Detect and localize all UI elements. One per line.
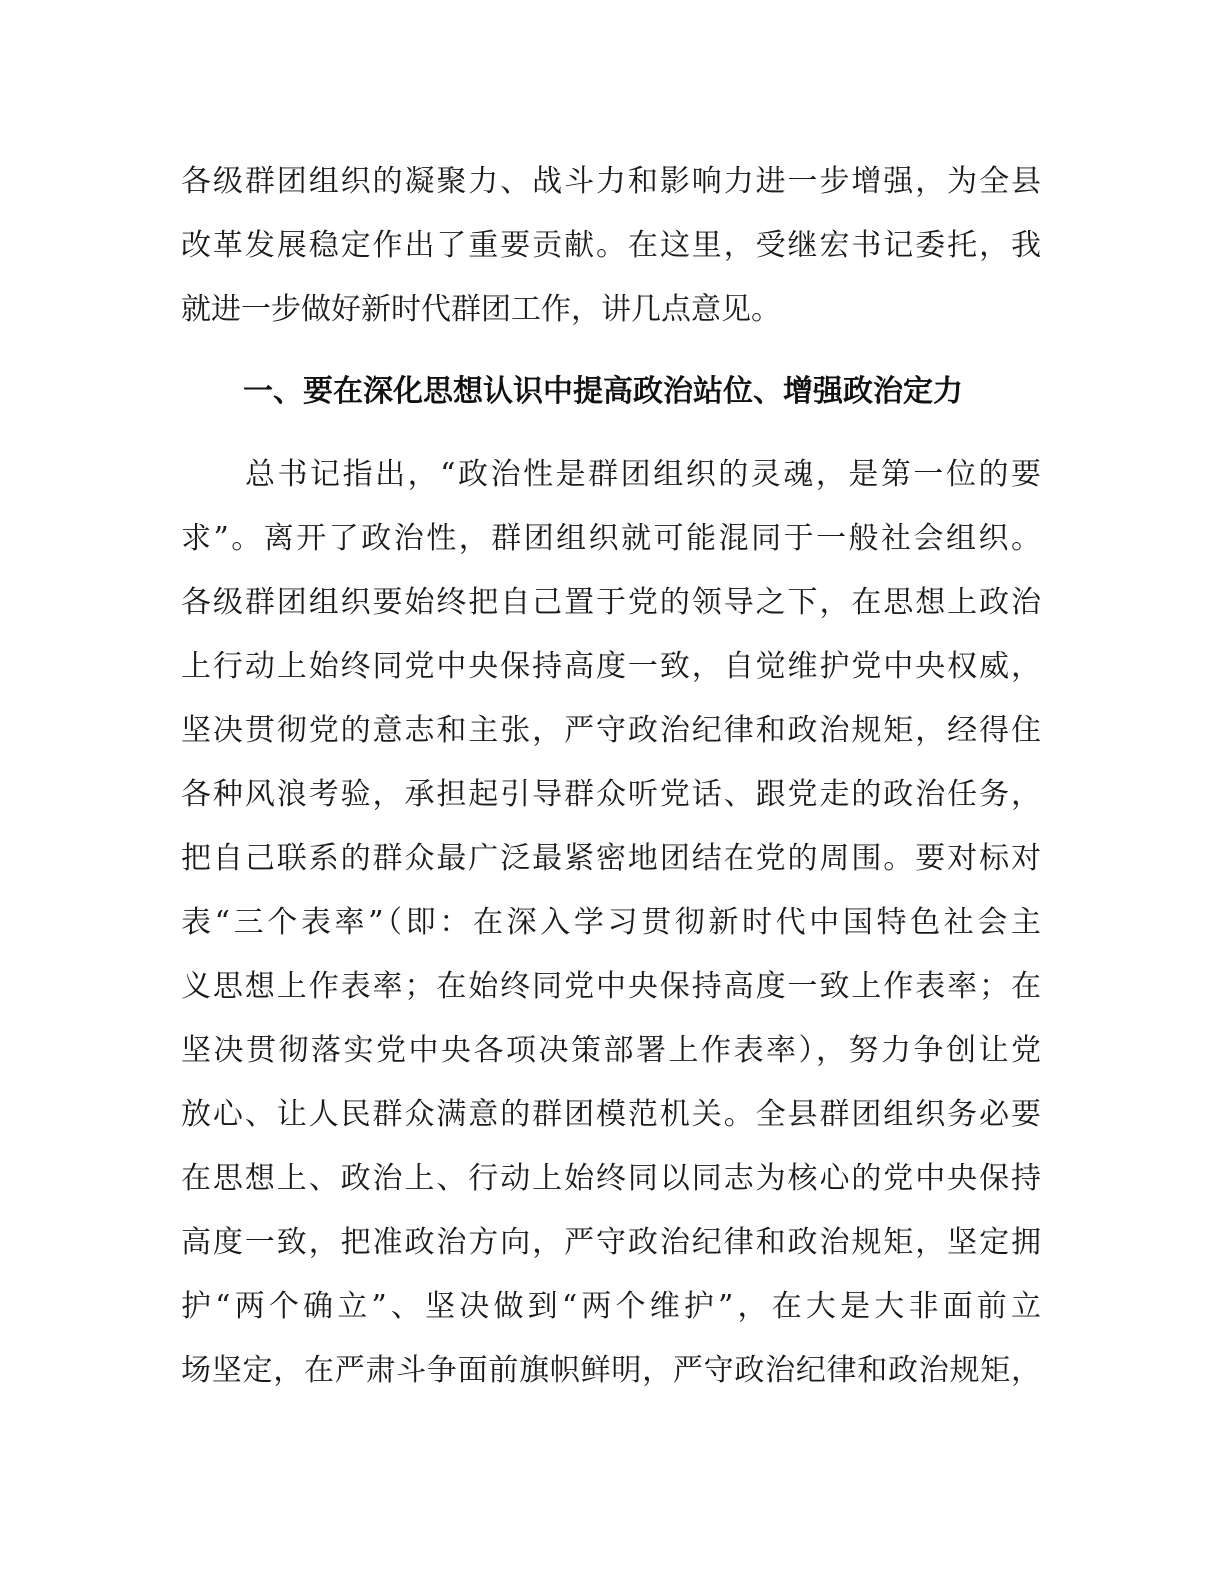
body-line: 各种风浪考验，承担起引导群众听党话、跟党走的政治任务， [181,777,1041,812]
intro-line: 就进一步做好新时代群团工作，讲几点意见。 [181,292,781,327]
body-line: 义思想上作表率；在始终同党中央保持高度一致上作表率；在 [181,969,1041,1004]
body-line: 坚决贯彻党的意志和主张，严守政治纪律和政治规矩，经得住 [181,713,1041,748]
body-line: 求”。离开了政治性，群团组织就可能混同于一般社会组织。 [181,521,1041,556]
intro-line: 各级群团组织的凝聚力、战斗力和影响力进一步增强，为全县 [181,164,1041,199]
body-line: 各级群团组织要始终把自己置于党的领导之下，在思想上政治 [181,585,1041,620]
body-line: 表“三个表率”（即：在深入学习贯彻新时代中国特色社会主 [181,905,1041,940]
section-heading: 一、要在深化思想认识中提高政治站位、增强政治定力 [243,374,963,409]
body-line: 护“两个确立”、坚决做到“两个维护”，在大是大非面前立 [181,1289,1041,1324]
body-line: 在思想上、政治上、行动上始终同以同志为核心的党中央保持 [181,1161,1041,1196]
body-line: 总书记指出，“政治性是群团组织的灵魂，是第一位的要 [245,457,1041,492]
body-line: 放心、让人民群众满意的群团模范机关。全县群团组织务必要 [181,1097,1041,1132]
intro-line: 改革发展稳定作出了重要贡献。在这里，受继宏书记委托，我 [181,228,1041,263]
body-line: 高度一致，把准政治方向，严守政治纪律和政治规矩，坚定拥 [181,1225,1041,1260]
body-line: 场坚定，在严肃斗争面前旗帜鲜明，严守政治纪律和政治规矩， [181,1353,1041,1388]
body-line: 上行动上始终同党中央保持高度一致，自觉维护党中央权威， [181,649,1041,684]
body-line: 把自己联系的群众最广泛最紧密地团结在党的周围。要对标对 [181,841,1041,876]
body-line: 坚决贯彻落实党中央各项决策部署上作表率），努力争创让党 [181,1033,1041,1068]
